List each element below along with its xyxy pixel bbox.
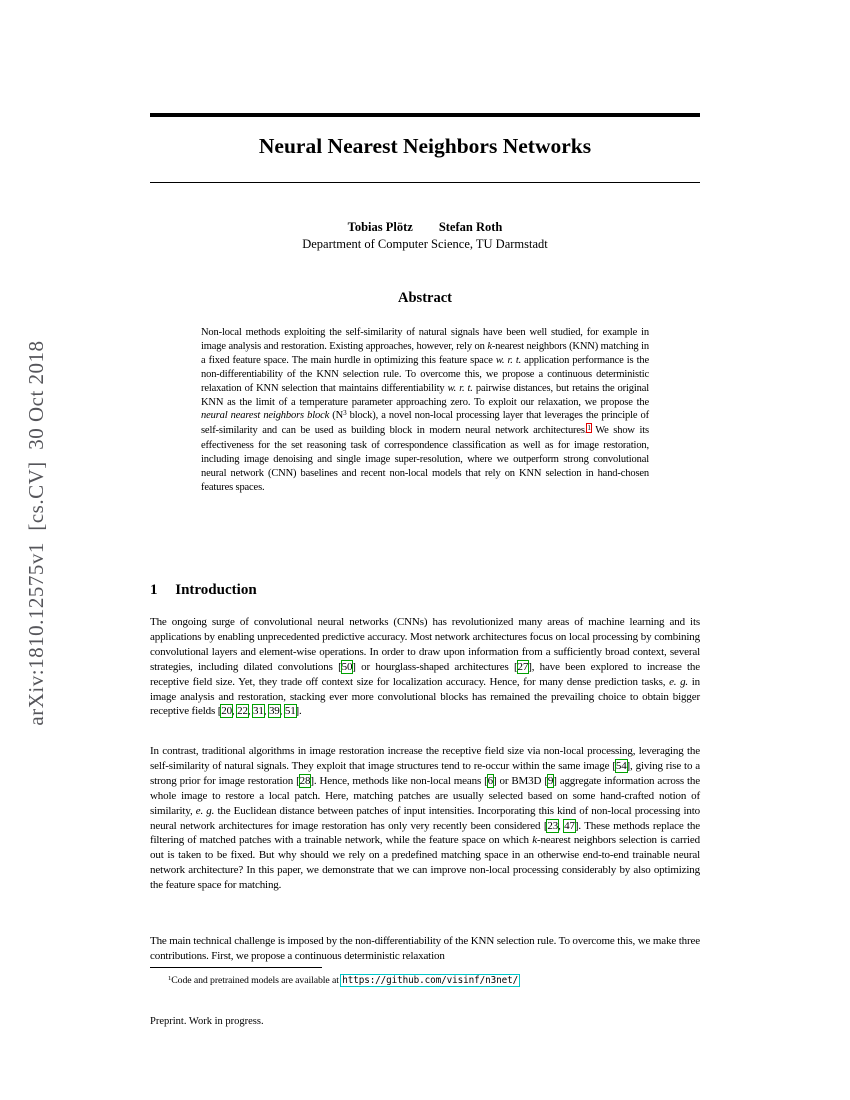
preprint-notice: Preprint. Work in progress.	[150, 1016, 264, 1027]
section-number: 1	[150, 582, 158, 598]
text-run: ,	[263, 705, 269, 718]
italic-text: neural nearest neighbors block	[201, 410, 330, 422]
superscript-text: 3	[343, 409, 347, 418]
citation-link[interactable]: 6	[487, 774, 493, 787]
text-run: ] or hourglass-shaped architectures [	[352, 660, 518, 673]
arxiv-watermark: arXiv:1810.12575v1 [cs.CV] 30 Oct 2018	[24, 340, 48, 726]
italic-text: e. g.	[195, 804, 215, 817]
citation-link[interactable]: 20	[221, 705, 232, 718]
italic-text: w. r. t.	[447, 382, 473, 394]
text-run: The ongoing surge of convolutional neural networks (CNNs) has revolutionized many areas of machine learning and its applications by enabling unprecedented predictive accuracy. Most network architectures focus on local processing by combining convolutional layers and element-wise operations. In order to draw upon information from a sufficiently broad context, several strategies, including dilated convolutions [	[150, 616, 700, 673]
intro-paragraph-3	[150, 934, 700, 964]
affiliation: Department of Computer Science, TU Darmstadt	[302, 237, 548, 251]
italic-text: k	[487, 340, 492, 352]
citation-link[interactable]: 54	[615, 759, 627, 772]
text-run: The main technical challenge is imposed by the non-differentiability of the KNN selection rule. To overcome this, we make three contributions. First, we propose a continuous deterministic relaxation	[150, 935, 700, 962]
text-run: We show its effectiveness for the set reasoning task of correspondence classification as well as for image restoration, including image denoising and single image super-resolution, where we outperform strong convolutional neural network (CNN) baselines and recent non-local models that rely on KNN selection in hand-chosen features spaces.	[201, 425, 649, 493]
author-name-2: Stefan Roth	[438, 220, 503, 234]
text-run: (N	[329, 410, 344, 422]
section-heading-introduction	[150, 582, 700, 599]
text-run: ,	[279, 705, 285, 718]
citation-link[interactable]: 39	[268, 705, 280, 718]
text-run: ]. These methods replace the filtering of matched patches with a trainable network, while the feature space on which	[150, 819, 700, 847]
footnote-text	[150, 974, 700, 989]
text-run: ], giving rise to a strong prior for image restoration [	[150, 759, 701, 787]
text-run: ,	[558, 819, 565, 832]
text-run: ,	[247, 705, 254, 718]
text-run: ,	[231, 705, 238, 718]
text-run: Code and pretrained models are available at	[171, 975, 342, 986]
text-run: application performance is the non-differentiability of the KNN selection rule. To overcome this, we propose a continuous deterministic relaxation of KNN selection that maintains differentiability	[201, 354, 649, 394]
citation-link[interactable]: 50	[341, 660, 353, 673]
text-run: ]. Hence, methods like non-local means [	[310, 774, 488, 787]
citation-link[interactable]: 27	[517, 660, 529, 673]
title-rule-top	[150, 113, 700, 117]
citation-link[interactable]: 28	[299, 774, 311, 787]
text-run: ], have been explored to increase the receptive field size. Yet, they trade off context size for localization accuracy. Hence, for many dense prediction tasks,	[150, 660, 700, 688]
url-link[interactable]: https://github.com/visinf/n3net/	[342, 975, 519, 986]
citation-link[interactable]: 51	[284, 705, 296, 718]
text-run: -nearest neighbors (KNN) matching in a fixed feature space. The main hurdle in optimizing this feature space	[201, 340, 649, 366]
text-run: pairwise distances, but retains the original KNN as the limit of a temperature parameter approaching zero. To exploit our relaxation, we propose the	[201, 382, 650, 408]
text-run: ] aggregate information across the whole image to restore a local patch. Here, matching patches are usually selected based on some hand-crafted notion of similarity,	[150, 774, 700, 817]
footnote-rule	[150, 967, 322, 968]
text-run: ] or BM3D [	[492, 774, 548, 787]
citation-link[interactable]: 47	[564, 819, 575, 832]
footnote-ref-link[interactable]: 1	[587, 424, 591, 433]
section-title: Introduction	[175, 582, 257, 598]
text-run: in image analysis and restoration, stacking ever more convolutional blocks has remained the prevailing choice to obtain bigger receptive fields [	[150, 675, 700, 718]
paper-title: Neural Nearest Neighbors Networks	[258, 134, 592, 158]
text-run: ].	[295, 705, 302, 718]
footnote-marker: 1	[168, 975, 172, 983]
text-run: Non-local methods exploiting the self-similarity of natural signals have been well studied, for example in image analysis and restoration. Existing approaches, however, rely on	[201, 327, 649, 352]
intro-paragraph-2	[150, 744, 700, 893]
italic-text: k	[532, 834, 537, 847]
title-rule-bottom	[150, 182, 700, 183]
abstract-text	[201, 326, 649, 495]
italic-text: w. r. t.	[495, 354, 522, 366]
citation-link[interactable]: 22	[237, 705, 248, 718]
intro-paragraph-1	[150, 615, 700, 719]
text-run: In contrast, traditional algorithms in image restoration increase the receptive field size via non-local processing, leveraging the self-similarity of natural signals. They exploit that image structures tend to re-occur within the same image [	[150, 745, 700, 772]
citation-link[interactable]: 9	[547, 774, 554, 787]
text-run: -nearest neighbors selection is carried out is taken to be fixed. But why should we rely on a predefined matching space in an otherwise end-to-end trainable neural network architecture? In this paper, we demonstrate that we can improve non-local processing considerably by also optimizing the feature space for matching.	[150, 834, 700, 892]
author-name-1: Tobias Plötz	[347, 220, 413, 234]
abstract-heading: Abstract	[398, 290, 452, 306]
citation-link[interactable]: 23	[547, 819, 559, 832]
citation-link[interactable]: 31	[253, 705, 264, 718]
text-run: block), a novel non-local processing layer that leverages the principle of self-similarity and can be used as building block in modern neural network architectures.	[201, 410, 649, 437]
paper-content	[150, 0, 700, 1100]
italic-text: e. g.	[669, 675, 689, 688]
author-block	[150, 219, 700, 235]
text-run: the Euclidean distance between patches of input intensities. Incorporating this kind of non-local processing into neural network architectures for image restoration has only very recently been considered [	[150, 804, 700, 832]
